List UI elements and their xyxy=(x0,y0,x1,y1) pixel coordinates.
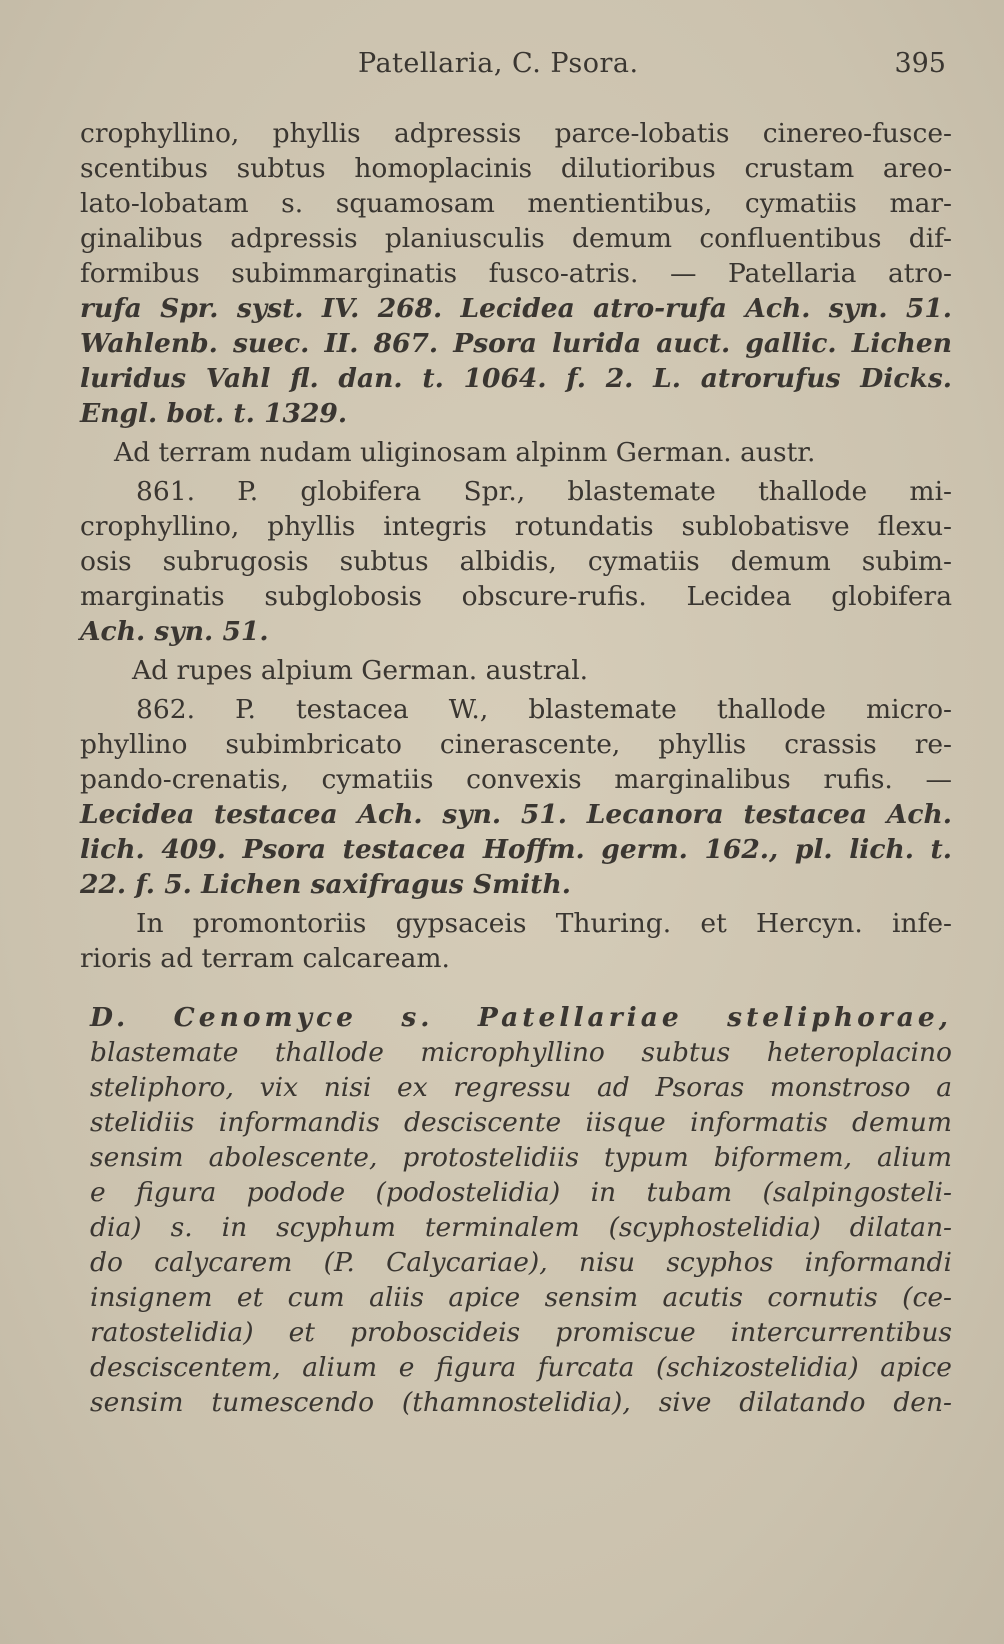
text-line: pando-crenatis, cymatiis convexis marginalibus rufis. — xyxy=(80,764,952,795)
section-heading-line: D. Cenomyce s. Patellariae steliphorae, xyxy=(90,1002,952,1033)
text-line: e figura podode (podostelidia) in tubam (salpingosteli- xyxy=(90,1177,952,1208)
paragraph-atrorufa xyxy=(80,116,952,431)
habitat-line: Ad rupes alpium German. austral. xyxy=(132,655,589,686)
text-line: lich. 409. Psora testacea Hoffm. germ. 162., pl. lich. t. xyxy=(80,834,952,865)
text-line: Ach. syn. 51. xyxy=(80,616,269,647)
habitat-line: In promontoriis gypsaceis Thuring. et Hercyn. infe- xyxy=(136,908,952,939)
page-header xyxy=(0,48,1004,88)
text-line: stelidiis informandis desciscente iisque informatis demum xyxy=(90,1107,952,1138)
text-line: desciscentem, alium e figura furcata (schizostelidia) apice xyxy=(90,1352,952,1383)
entry-862 xyxy=(80,692,952,902)
text-line: rufa Spr. syst. IV. 268. Lecidea atro-rufa Ach. syn. 51. xyxy=(80,293,952,324)
habitat-862 xyxy=(80,906,952,976)
habitat-861 xyxy=(80,653,952,688)
running-title: Patellaria, C. Psora. xyxy=(358,48,639,79)
text-line: osis subrugosis subtus albidis, cymatiis demum subim- xyxy=(80,546,952,577)
text-line: Engl. bot. t. 1329. xyxy=(80,398,348,429)
habitat-line: rioris ad terram calcaream. xyxy=(80,943,450,974)
entry-heading-line: 862. P. testacea W., blastemate thallode micro- xyxy=(136,694,952,725)
text-line: sensim tumescendo (thamnostelidia), sive dilatando den- xyxy=(90,1387,952,1418)
text-line: sensim abolescente, protostelidiis typum biformem, alium xyxy=(90,1142,952,1173)
text-line: do calycarem (P. Calycariae), nisu scyphos informandi xyxy=(90,1247,952,1278)
text-line: ginalibus adpressis planiusculis demum confluentibus dif- xyxy=(80,223,952,254)
section-gap xyxy=(80,976,952,996)
text-line: lato-lobatam s. squamosam mentientibus, cymatiis mar- xyxy=(80,188,952,219)
text-line: blastemate thallode microphyllino subtus heteroplacino xyxy=(90,1037,952,1068)
text-line: phyllino subimbricato cinerascente, phyllis crassis re- xyxy=(80,729,952,760)
section-d xyxy=(80,1000,952,1420)
text-line: crophyllino, phyllis integris rotundatis sublobatisve flexu- xyxy=(80,511,952,542)
text-line: steliphoro, vix nisi ex regressu ad Psoras monstroso a xyxy=(90,1072,952,1103)
entry-heading-line: 861. P. globifera Spr., blastemate thallode mi- xyxy=(136,476,952,507)
text-line: crophyllino, phyllis adpressis parce-lobatis cinereo-fusce- xyxy=(80,118,952,149)
text-line: formibus subimmarginatis fusco-atris. — Patellaria atro- xyxy=(80,258,952,289)
text-line: Wahlenb. suec. II. 867. Psora lurida auct. gallic. Lichen xyxy=(80,328,952,359)
habitat-line: Ad terram nudam uliginosam alpinm German. austr. xyxy=(114,437,816,468)
text-line: ratostelidia) et proboscideis promiscue intercurrentibus xyxy=(90,1317,952,1348)
text-line: dia) s. in scyphum terminalem (scyphostelidia) dilatan- xyxy=(90,1212,952,1243)
text-line: luridus Vahl fl. dan. t. 1064. f. 2. L. atrorufus Dicks. xyxy=(80,363,952,394)
entry-861 xyxy=(80,474,952,649)
text-line: 22. f. 5. Lichen saxifragus Smith. xyxy=(80,869,571,900)
text-line: insignem et cum aliis apice sensim acutis cornutis (ce- xyxy=(90,1282,952,1313)
text-line: marginatis subglobosis obscure-rufis. Lecidea globifera xyxy=(80,581,952,612)
page-body xyxy=(80,112,952,1420)
habitat-atrorufa xyxy=(80,435,952,470)
text-line: Lecidea testacea Ach. syn. 51. Lecanora testacea Ach. xyxy=(80,799,952,830)
page-number: 395 xyxy=(894,48,946,79)
text-line: scentibus subtus homoplacinis dilutioribus crustam areo- xyxy=(80,153,952,184)
